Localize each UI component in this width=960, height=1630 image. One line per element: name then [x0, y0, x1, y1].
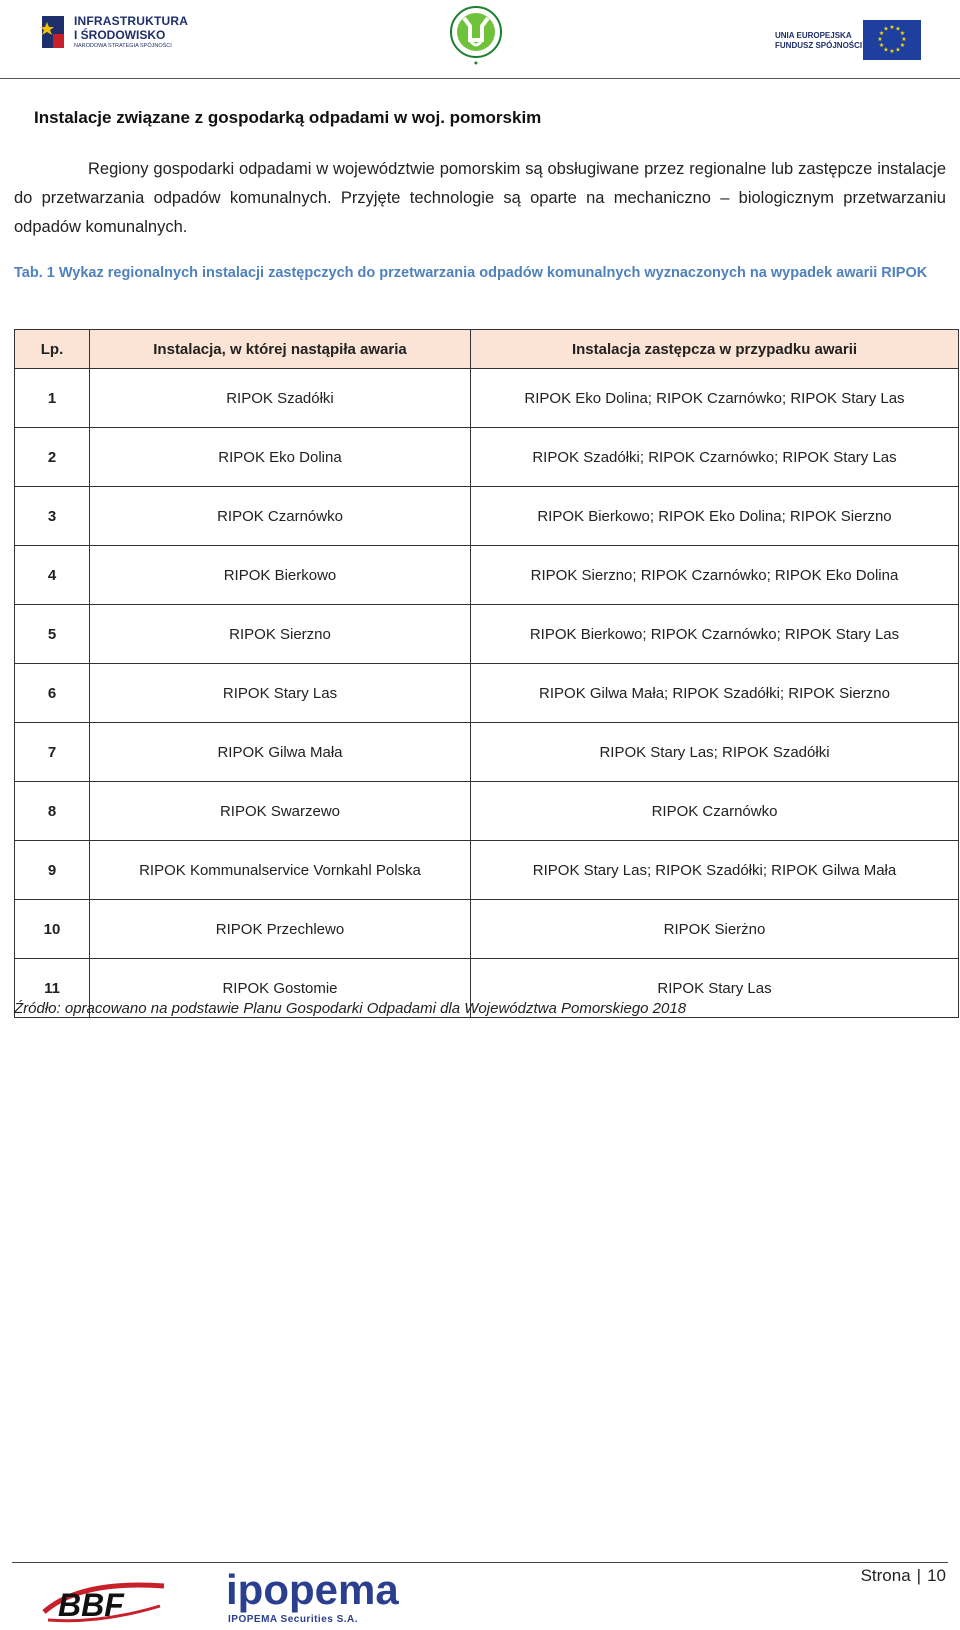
substitute-installation: RIPOK Gilwa Mała; RIPOK Szadółki; RIPOK Sierzno	[471, 664, 959, 723]
svg-text:★: ★	[895, 25, 901, 33]
table-row	[15, 487, 959, 546]
svg-text:★: ★	[895, 46, 901, 54]
svg-text:★: ★	[901, 36, 907, 43]
table-source-note: Źródło: opracowano na podstawie Planu Gospodarki Odpadami dla Województwa Pomorskiego 2018	[14, 1000, 687, 1017]
substitute-installation: RIPOK Szadółki; RIPOK Czarnówko; RIPOK Stary Las	[471, 428, 959, 487]
table-row	[15, 723, 959, 782]
failed-installation: RIPOK Przechlewo	[90, 900, 471, 959]
substitute-installation: RIPOK Stary Las	[471, 959, 959, 1018]
row-number: 8	[15, 782, 90, 841]
page-number	[861, 1566, 946, 1586]
row-number: 11	[15, 959, 90, 1018]
svg-text:★: ★	[889, 48, 895, 55]
table-row	[15, 900, 959, 959]
failed-installation: RIPOK Szadółki	[90, 369, 471, 428]
ipopema-logo-word: ipopema	[226, 1566, 399, 1613]
table-row	[15, 428, 959, 487]
row-number: 1	[15, 369, 90, 428]
svg-text:★: ★	[878, 30, 885, 37]
table-row	[15, 546, 959, 605]
logo-line2: I ŚRODOWISKO	[74, 28, 166, 42]
svg-text:★: ★	[899, 42, 906, 49]
row-number: 6	[15, 664, 90, 723]
row-number: 10	[15, 900, 90, 959]
substitute-installation: RIPOK Bierkowo; RIPOK Czarnówko; RIPOK Stary Las	[471, 605, 959, 664]
svg-text:★: ★	[889, 24, 895, 31]
failed-installation: RIPOK Czarnówko	[90, 487, 471, 546]
section-heading: Instalacje związane z gospodarką odpadami w woj. pomorskim	[34, 108, 542, 127]
substitute-installation: RIPOK Stary Las; RIPOK Szadółki; RIPOK Gilwa Mała	[471, 841, 959, 900]
page-separator: |	[916, 1566, 922, 1585]
substitute-installation: RIPOK Stary Las; RIPOK Szadółki	[471, 723, 959, 782]
substitute-installation: RIPOK Eko Dolina; RIPOK Czarnówko; RIPOK Stary Las	[471, 369, 959, 428]
row-number: 5	[15, 605, 90, 664]
table-header-row	[15, 330, 959, 369]
failed-installation: RIPOK Swarzewo	[90, 782, 471, 841]
table-caption: Tab. 1 Wykaz regionalnych instalacji zastępczych do przetwarzania odpadów komunalnych wyznaczonych na wypadek awarii RIPOK	[14, 265, 928, 281]
table-row	[15, 664, 959, 723]
failed-installation: RIPOK Stary Las	[90, 664, 471, 723]
failed-installation: RIPOK Kommunalservice Vornkahl Polska	[90, 841, 471, 900]
failed-installation: RIPOK Eko Dolina	[90, 428, 471, 487]
substitute-installation: RIPOK Bierkowo; RIPOK Eko Dolina; RIPOK Sierzno	[471, 487, 959, 546]
intro-paragraph-text: Regiony gospodarki odpadami w województwie pomorskim są obsługiwane przez regionalne lub zastępcze instalacje do przetwarzania odpadów komunalnych. Przyjęte technologie są oparte na mechaniczno – biologicznym przetwarzaniu odpadów komunalnych.	[14, 160, 946, 236]
logo-line1: INFRASTRUKTURA	[74, 14, 189, 28]
table-row	[15, 841, 959, 900]
eu-cohesion-fund-logo	[775, 20, 925, 60]
substitute-installation: RIPOK Sierzno; RIPOK Czarnówko; RIPOK Eko Dolina	[471, 546, 959, 605]
row-number: 9	[15, 841, 90, 900]
table-row	[15, 605, 959, 664]
svg-text:●: ●	[474, 60, 478, 65]
page-header	[0, 0, 960, 79]
ripok-table	[14, 329, 959, 1018]
intro-paragraph	[14, 155, 946, 242]
row-number: 4	[15, 546, 90, 605]
eu-flag-icon	[863, 20, 921, 60]
row-number: 3	[15, 487, 90, 546]
header-substitute-installation: Instalacja zastępcza w przypadku awarii	[471, 330, 959, 369]
failed-installation: RIPOK Gilwa Mała	[90, 723, 471, 782]
ipopema-logo	[226, 1566, 416, 1628]
eu-logo-line2: FUNDUSZ SPÓJNOŚCI	[775, 41, 863, 50]
svg-text:★: ★	[899, 30, 906, 37]
logo-line3: NARODOWA STRATEGIA SPÓJNOŚCI	[74, 43, 172, 49]
table-row	[15, 369, 959, 428]
failed-installation: RIPOK Sierzno	[90, 605, 471, 664]
page-label: Strona	[860, 1566, 911, 1585]
row-number: 7	[15, 723, 90, 782]
eu-logo-line1: UNIA EUROPEJSKA	[775, 31, 852, 40]
table-row	[15, 782, 959, 841]
svg-text:★: ★	[877, 36, 883, 43]
substitute-installation: RIPOK Czarnówko	[471, 782, 959, 841]
substitute-installation: RIPOK Sierżno	[471, 900, 959, 959]
poland-emblem-icon	[38, 12, 68, 52]
failed-installation: RIPOK Bierkowo	[90, 546, 471, 605]
center-emblem-logo	[448, 4, 504, 66]
svg-text:★: ★	[883, 25, 889, 33]
footer-divider	[12, 1562, 948, 1563]
failed-installation: RIPOK Gostomie	[90, 959, 471, 1018]
header-failed-installation: Instalacja, w której nastąpiła awaria	[90, 330, 471, 369]
svg-text:★: ★	[878, 42, 885, 49]
row-number: 2	[15, 428, 90, 487]
ipopema-logo-sub: IPOPEMA Securities S.A.	[228, 1614, 359, 1625]
bbf-logo	[40, 1572, 168, 1626]
header-lp: Lp.	[15, 330, 90, 369]
infrastruktura-srodowisko-logo	[38, 10, 189, 54]
bbf-logo-text: BBF	[58, 1587, 124, 1623]
svg-text:★: ★	[883, 46, 889, 54]
page-number-value: 10	[927, 1566, 946, 1585]
